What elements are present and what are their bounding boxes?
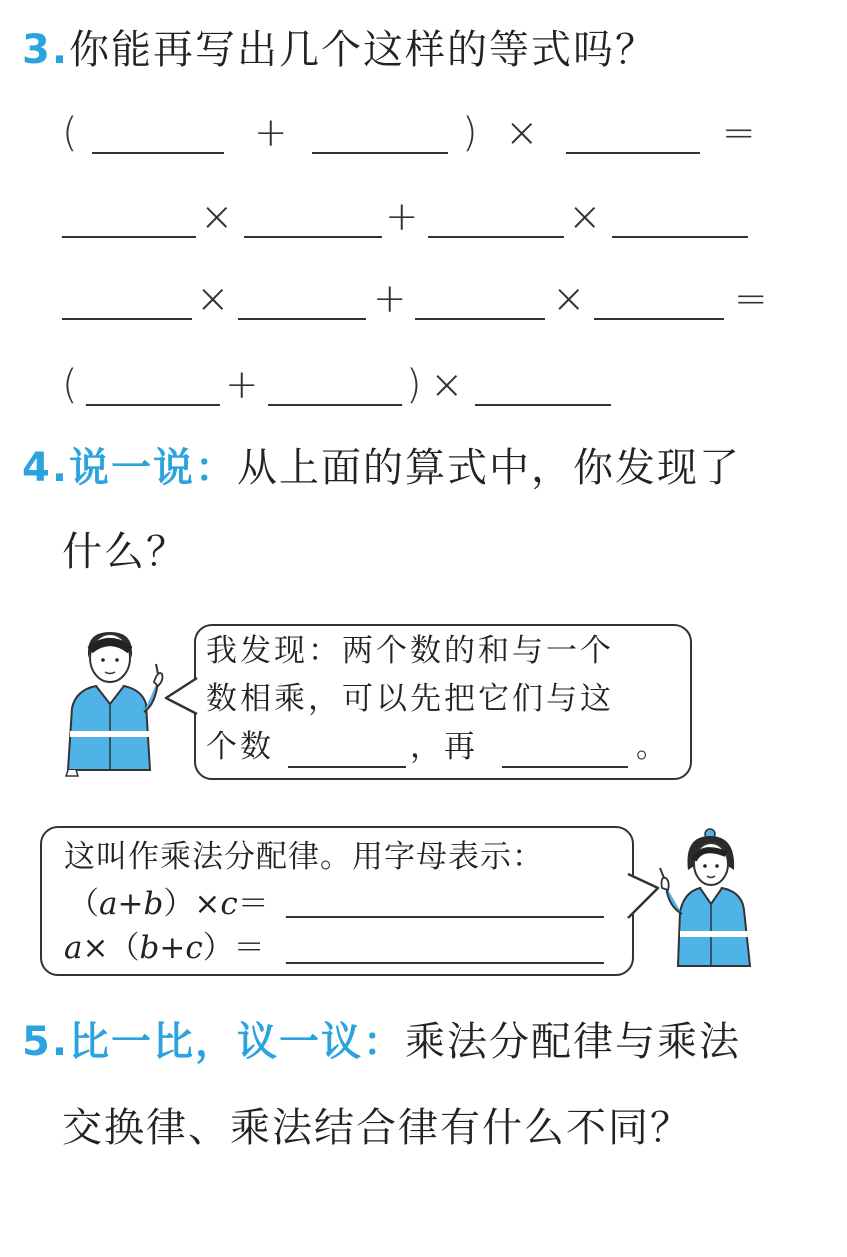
- equation-row-4: [0, 360, 847, 410]
- answer-blank[interactable]: [428, 236, 564, 238]
- question-text: 从上面的算式中，你发现了: [237, 445, 742, 491]
- equation-row-1: [0, 108, 847, 158]
- answer-blank[interactable]: [594, 318, 724, 320]
- question-4-title: [22, 444, 741, 492]
- question-3-title: [22, 26, 657, 74]
- answer-blank[interactable]: [62, 318, 192, 320]
- times-sign: ×: [552, 276, 586, 322]
- question-number: 5.: [22, 1019, 70, 1065]
- close-paren: ): [406, 362, 422, 408]
- answer-blank[interactable]: [286, 916, 604, 918]
- answer-blank[interactable]: [244, 236, 382, 238]
- boy-illustration: [58, 630, 170, 778]
- close-paren: ): [462, 110, 478, 156]
- question-5-title: [22, 1018, 741, 1066]
- equals-sign: =: [722, 110, 756, 156]
- times-sign: ×: [505, 110, 539, 156]
- formula-left-1: （a+b）×c＝: [68, 886, 269, 922]
- open-paren: (: [62, 110, 78, 156]
- answer-blank[interactable]: [612, 236, 748, 238]
- question-number: 4.: [22, 445, 70, 491]
- bubble-line: 我发现：两个数的和与一个: [206, 633, 614, 669]
- bubble-line: 这叫作乘法分配律。用字母表示：: [64, 839, 544, 875]
- answer-blank[interactable]: [268, 404, 402, 406]
- bubble-line: 数相乘，可以先把它们与这: [206, 681, 614, 717]
- times-sign: ×: [200, 194, 234, 240]
- bubble-text-part: ，再: [410, 729, 478, 765]
- answer-blank[interactable]: [288, 766, 406, 768]
- bubble-text-part: 。: [636, 729, 670, 765]
- answer-blank[interactable]: [502, 766, 628, 768]
- answer-blank[interactable]: [566, 152, 700, 154]
- times-sign: ×: [568, 194, 602, 240]
- question-text: 乘法分配律与乘法: [405, 1019, 742, 1065]
- answer-blank[interactable]: [86, 404, 220, 406]
- equation-row-3: [0, 274, 847, 324]
- answer-blank[interactable]: [475, 404, 611, 406]
- girl-illustration: [656, 826, 762, 972]
- answer-blank[interactable]: [286, 962, 604, 964]
- equals-sign: =: [734, 276, 768, 322]
- formula-left-2: a×（b+c）＝: [64, 930, 265, 966]
- bubble-line: [206, 726, 274, 769]
- question-4-continuation: 什么？: [62, 529, 188, 575]
- question-5-continuation: 交换律、乘法结合律有什么不同？: [62, 1105, 692, 1151]
- plus-sign: +: [385, 194, 419, 240]
- times-sign: ×: [196, 276, 230, 322]
- answer-blank[interactable]: [92, 152, 224, 154]
- question-heading: 比一比，议一议：: [69, 1019, 406, 1065]
- equation-row-2: [0, 192, 847, 242]
- bubble-text-part: 个数: [206, 729, 274, 765]
- plus-sign: +: [225, 362, 259, 408]
- question-number: 3.: [22, 27, 70, 73]
- question-heading: 说一说：: [69, 445, 238, 491]
- answer-blank[interactable]: [312, 152, 448, 154]
- plus-sign: +: [373, 276, 407, 322]
- speech-bubble-tail: [164, 676, 198, 716]
- times-sign: ×: [430, 362, 464, 408]
- open-paren: (: [62, 362, 78, 408]
- plus-sign: +: [254, 110, 288, 156]
- answer-blank[interactable]: [62, 236, 196, 238]
- answer-blank[interactable]: [415, 318, 545, 320]
- answer-blank[interactable]: [238, 318, 366, 320]
- question-text: 你能再写出几个这样的等式吗？: [69, 27, 658, 73]
